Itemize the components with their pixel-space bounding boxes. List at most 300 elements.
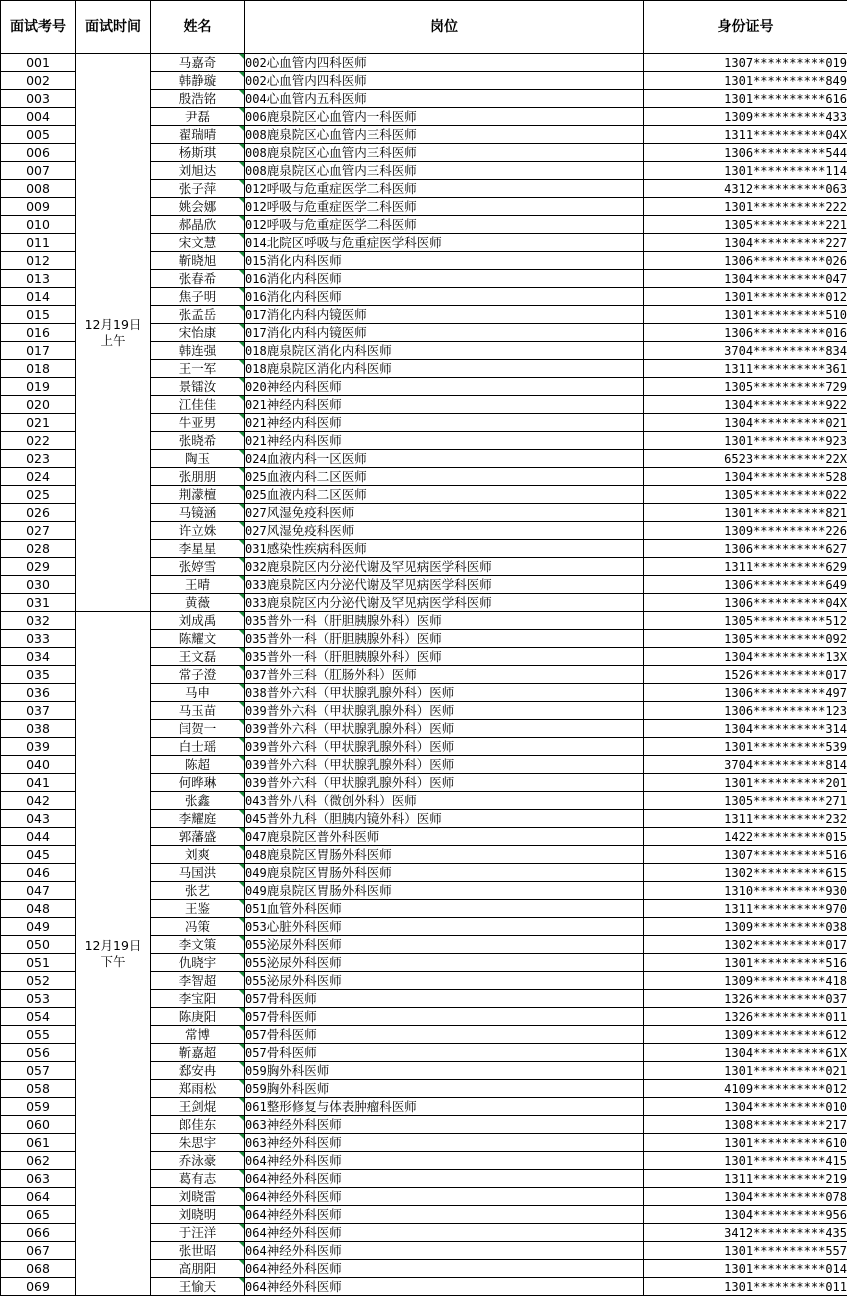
post-code: 051 bbox=[245, 901, 267, 916]
post-code: 024 bbox=[245, 451, 267, 466]
post-name: 心血管内四科医师 bbox=[266, 54, 367, 70]
post-code: 027 bbox=[245, 523, 267, 538]
post-cell bbox=[245, 378, 644, 396]
post-code: 063 bbox=[245, 1117, 267, 1132]
id-number-cell: 1311**********629 bbox=[644, 558, 847, 576]
exam-code-cell: 062 bbox=[1, 1152, 76, 1170]
post-cell bbox=[245, 396, 644, 414]
name-cell: 宋文慧 bbox=[151, 234, 245, 252]
exam-code-cell: 002 bbox=[1, 72, 76, 90]
post-cell bbox=[245, 792, 644, 810]
name-cell: 张婷雪 bbox=[151, 558, 245, 576]
post-cell bbox=[245, 594, 644, 612]
post-cell bbox=[245, 288, 644, 306]
exam-code-cell: 038 bbox=[1, 720, 76, 738]
exam-code-cell: 025 bbox=[1, 486, 76, 504]
post-cell bbox=[245, 900, 644, 918]
header-id-number: 身份证号 bbox=[644, 1, 847, 54]
exam-code-cell: 063 bbox=[1, 1170, 76, 1188]
exam-code-cell: 036 bbox=[1, 684, 76, 702]
post-name: 风湿免疫科医师 bbox=[266, 504, 355, 520]
id-number-cell: 1309**********433 bbox=[644, 108, 847, 126]
exam-code-cell: 009 bbox=[1, 198, 76, 216]
post-code: 004 bbox=[245, 91, 267, 106]
post-cell bbox=[245, 864, 644, 882]
exam-code-cell: 037 bbox=[1, 702, 76, 720]
post-cell bbox=[245, 1008, 644, 1026]
name-cell: 王鉴 bbox=[151, 900, 245, 918]
post-name: 血液内科一区医师 bbox=[266, 450, 367, 466]
name-cell: 姚会娜 bbox=[151, 198, 245, 216]
post-code: 021 bbox=[245, 397, 267, 412]
id-number-cell: 1308**********217 bbox=[644, 1116, 847, 1134]
post-cell bbox=[245, 666, 644, 684]
id-number-cell: 1304**********922 bbox=[644, 396, 847, 414]
id-number-cell: 1301**********415 bbox=[644, 1152, 847, 1170]
name-cell: 郄安冉 bbox=[151, 1062, 245, 1080]
post-code: 025 bbox=[245, 487, 267, 502]
name-cell: 李文策 bbox=[151, 936, 245, 954]
id-number-cell: 1306**********026 bbox=[644, 252, 847, 270]
post-code: 016 bbox=[245, 289, 267, 304]
exam-code-cell: 066 bbox=[1, 1224, 76, 1242]
post-name: 神经内科医师 bbox=[266, 432, 342, 448]
post-name: 血管外科医师 bbox=[266, 900, 342, 916]
post-name: 普外六科（甲状腺乳腺外科）医师 bbox=[266, 774, 455, 790]
name-cell: 郝晶欣 bbox=[151, 216, 245, 234]
post-cell bbox=[245, 414, 644, 432]
post-name: 神经外科医师 bbox=[266, 1188, 342, 1204]
post-cell bbox=[245, 774, 644, 792]
post-name: 普外六科（甲状腺乳腺外科）医师 bbox=[266, 702, 455, 718]
exam-code-cell: 011 bbox=[1, 234, 76, 252]
post-name: 胸外科医师 bbox=[266, 1080, 330, 1096]
post-cell bbox=[245, 540, 644, 558]
post-cell bbox=[245, 558, 644, 576]
name-cell: 刘旭达 bbox=[151, 162, 245, 180]
name-cell: 王一军 bbox=[151, 360, 245, 378]
exam-code-cell: 021 bbox=[1, 414, 76, 432]
post-cell bbox=[245, 954, 644, 972]
post-cell bbox=[245, 1278, 644, 1296]
post-code: 039 bbox=[245, 739, 267, 754]
post-name: 普外一科（肝胆胰腺外科）医师 bbox=[266, 648, 442, 664]
post-code: 055 bbox=[245, 937, 267, 952]
exam-code-cell: 064 bbox=[1, 1188, 76, 1206]
name-cell: 景镭汝 bbox=[151, 378, 245, 396]
table-row bbox=[1, 54, 847, 72]
post-cell bbox=[245, 1170, 644, 1188]
id-number-cell: 1306**********016 bbox=[644, 324, 847, 342]
name-cell: 马镜涵 bbox=[151, 504, 245, 522]
post-cell bbox=[245, 1206, 644, 1224]
name-cell: 靳嘉超 bbox=[151, 1044, 245, 1062]
header-interview-time: 面试时间 bbox=[76, 1, 151, 54]
exam-code-cell: 041 bbox=[1, 774, 76, 792]
post-name: 神经外科医师 bbox=[266, 1134, 342, 1150]
id-number-cell: 1305**********512 bbox=[644, 612, 847, 630]
post-cell bbox=[245, 1026, 644, 1044]
post-name: 整形修复与体表肿瘤科医师 bbox=[266, 1098, 417, 1114]
post-code: 049 bbox=[245, 883, 267, 898]
exam-code-cell: 044 bbox=[1, 828, 76, 846]
post-code: 064 bbox=[245, 1153, 267, 1168]
post-name: 骨科医师 bbox=[266, 990, 317, 1006]
id-number-cell: 1305**********729 bbox=[644, 378, 847, 396]
post-cell bbox=[245, 720, 644, 738]
post-code: 021 bbox=[245, 433, 267, 448]
post-code: 012 bbox=[245, 181, 267, 196]
post-name: 骨科医师 bbox=[266, 1008, 317, 1024]
name-cell: 常子澄 bbox=[151, 666, 245, 684]
post-code: 048 bbox=[245, 847, 267, 862]
id-number-cell: 1305**********271 bbox=[644, 792, 847, 810]
exam-code-cell: 032 bbox=[1, 612, 76, 630]
post-code: 039 bbox=[245, 703, 267, 718]
exam-code-cell: 029 bbox=[1, 558, 76, 576]
interview-date: 12月19日 bbox=[84, 316, 142, 332]
post-code: 002 bbox=[245, 73, 267, 88]
post-cell bbox=[245, 108, 644, 126]
post-cell bbox=[245, 882, 644, 900]
exam-code-cell: 015 bbox=[1, 306, 76, 324]
post-cell bbox=[245, 684, 644, 702]
post-name: 心脏外科医师 bbox=[266, 918, 342, 934]
id-number-cell: 1307**********516 bbox=[644, 846, 847, 864]
post-cell bbox=[245, 180, 644, 198]
interview-time-cell bbox=[76, 612, 151, 1296]
id-number-cell: 1311**********232 bbox=[644, 810, 847, 828]
post-cell bbox=[245, 450, 644, 468]
post-cell bbox=[245, 630, 644, 648]
post-name: 鹿泉院区内分泌代谢及罕见病医学科医师 bbox=[266, 594, 492, 610]
exam-code-cell: 004 bbox=[1, 108, 76, 126]
post-name: 普外六科（甲状腺乳腺外科）医师 bbox=[266, 756, 455, 772]
table-body bbox=[1, 54, 847, 1296]
name-cell: 马玉苗 bbox=[151, 702, 245, 720]
post-cell bbox=[245, 612, 644, 630]
post-code: 006 bbox=[245, 109, 267, 124]
name-cell: 仇晓宇 bbox=[151, 954, 245, 972]
post-cell bbox=[245, 846, 644, 864]
name-cell: 焦子明 bbox=[151, 288, 245, 306]
exam-code-cell: 043 bbox=[1, 810, 76, 828]
post-name: 泌尿外科医师 bbox=[266, 954, 342, 970]
exam-code-cell: 068 bbox=[1, 1260, 76, 1278]
post-cell bbox=[245, 990, 644, 1008]
post-code: 008 bbox=[245, 145, 267, 160]
post-code: 014 bbox=[245, 235, 267, 250]
post-code: 016 bbox=[245, 271, 267, 286]
name-cell: 马嘉奇 bbox=[151, 54, 245, 72]
exam-code-cell: 058 bbox=[1, 1080, 76, 1098]
post-name: 普外六科（甲状腺乳腺外科）医师 bbox=[266, 720, 455, 736]
post-name: 呼吸与危重症医学二科医师 bbox=[266, 216, 417, 232]
exam-code-cell: 033 bbox=[1, 630, 76, 648]
id-number-cell: 1304**********13X bbox=[644, 648, 847, 666]
post-name: 普外六科（甲状腺乳腺外科）医师 bbox=[266, 738, 455, 754]
exam-code-cell: 014 bbox=[1, 288, 76, 306]
exam-code-cell: 054 bbox=[1, 1008, 76, 1026]
post-name: 神经外科医师 bbox=[266, 1206, 342, 1222]
id-number-cell: 1304**********528 bbox=[644, 468, 847, 486]
post-code: 053 bbox=[245, 919, 267, 934]
post-name: 骨科医师 bbox=[266, 1044, 317, 1060]
id-number-cell: 1309**********038 bbox=[644, 918, 847, 936]
exam-code-cell: 019 bbox=[1, 378, 76, 396]
id-number-cell: 1304**********227 bbox=[644, 234, 847, 252]
id-number-cell: 1301**********610 bbox=[644, 1134, 847, 1152]
name-cell: 乔泳豪 bbox=[151, 1152, 245, 1170]
interview-time-cell bbox=[76, 54, 151, 612]
post-name: 神经外科医师 bbox=[266, 1278, 342, 1294]
exam-code-cell: 059 bbox=[1, 1098, 76, 1116]
name-cell: 宋怡康 bbox=[151, 324, 245, 342]
id-number-cell: 1304**********047 bbox=[644, 270, 847, 288]
post-code: 039 bbox=[245, 757, 267, 772]
header-post: 岗位 bbox=[245, 1, 644, 54]
name-cell: 殷浩铭 bbox=[151, 90, 245, 108]
post-cell bbox=[245, 1098, 644, 1116]
id-number-cell: 1326**********011 bbox=[644, 1008, 847, 1026]
post-cell bbox=[245, 360, 644, 378]
name-cell: 尹磊 bbox=[151, 108, 245, 126]
name-cell: 冯策 bbox=[151, 918, 245, 936]
post-name: 泌尿外科医师 bbox=[266, 936, 342, 952]
post-name: 神经外科医师 bbox=[266, 1224, 342, 1240]
name-cell: 荆濛檀 bbox=[151, 486, 245, 504]
name-cell: 郎佳东 bbox=[151, 1116, 245, 1134]
name-cell: 牛亚男 bbox=[151, 414, 245, 432]
post-code: 064 bbox=[245, 1207, 267, 1222]
id-number-cell: 1422**********015 bbox=[644, 828, 847, 846]
id-number-cell: 1301**********012 bbox=[644, 288, 847, 306]
exam-code-cell: 016 bbox=[1, 324, 76, 342]
exam-code-cell: 031 bbox=[1, 594, 76, 612]
post-cell bbox=[245, 828, 644, 846]
id-number-cell: 1526**********017 bbox=[644, 666, 847, 684]
exam-code-cell: 040 bbox=[1, 756, 76, 774]
id-number-cell: 1309**********612 bbox=[644, 1026, 847, 1044]
exam-code-cell: 056 bbox=[1, 1044, 76, 1062]
post-code: 047 bbox=[245, 829, 267, 844]
post-code: 064 bbox=[245, 1279, 267, 1294]
post-name: 普外九科（胆胰内镜外科）医师 bbox=[266, 810, 442, 826]
interview-period: 上午 bbox=[100, 332, 126, 348]
post-name: 神经外科医师 bbox=[266, 1170, 342, 1186]
exam-code-cell: 007 bbox=[1, 162, 76, 180]
exam-code-cell: 024 bbox=[1, 468, 76, 486]
post-name: 鹿泉院区消化内科医师 bbox=[266, 360, 392, 376]
post-cell bbox=[245, 270, 644, 288]
exam-code-cell: 001 bbox=[1, 54, 76, 72]
name-cell: 黄薇 bbox=[151, 594, 245, 612]
name-cell: 李耀庭 bbox=[151, 810, 245, 828]
post-code: 008 bbox=[245, 163, 267, 178]
name-cell: 郭藩盛 bbox=[151, 828, 245, 846]
post-code: 057 bbox=[245, 1009, 267, 1024]
id-number-cell: 1306**********497 bbox=[644, 684, 847, 702]
id-number-cell: 1304**********010 bbox=[644, 1098, 847, 1116]
id-number-cell: 1309**********226 bbox=[644, 522, 847, 540]
post-cell bbox=[245, 972, 644, 990]
id-number-cell: 1301**********821 bbox=[644, 504, 847, 522]
exam-code-cell: 023 bbox=[1, 450, 76, 468]
post-code: 012 bbox=[245, 217, 267, 232]
post-code: 055 bbox=[245, 973, 267, 988]
post-code: 059 bbox=[245, 1063, 267, 1078]
exam-code-cell: 018 bbox=[1, 360, 76, 378]
name-cell: 张世昭 bbox=[151, 1242, 245, 1260]
id-number-cell: 1306**********544 bbox=[644, 144, 847, 162]
post-cell bbox=[245, 486, 644, 504]
post-cell bbox=[245, 756, 644, 774]
exam-code-cell: 046 bbox=[1, 864, 76, 882]
id-number-cell: 1301**********923 bbox=[644, 432, 847, 450]
id-number-cell: 1306**********649 bbox=[644, 576, 847, 594]
post-cell bbox=[245, 1080, 644, 1098]
name-cell: 张春希 bbox=[151, 270, 245, 288]
exam-code-cell: 026 bbox=[1, 504, 76, 522]
post-name: 风湿免疫科医师 bbox=[266, 522, 355, 538]
id-number-cell: 1301**********557 bbox=[644, 1242, 847, 1260]
post-name: 鹿泉院区心血管内一科医师 bbox=[266, 108, 417, 124]
post-name: 骨科医师 bbox=[266, 1026, 317, 1042]
name-cell: 王晴 bbox=[151, 576, 245, 594]
post-name: 鹿泉院区内分泌代谢及罕见病医学科医师 bbox=[266, 558, 492, 574]
post-name: 神经内科医师 bbox=[266, 414, 342, 430]
name-cell: 郑雨松 bbox=[151, 1080, 245, 1098]
post-cell bbox=[245, 702, 644, 720]
name-cell: 张朋朋 bbox=[151, 468, 245, 486]
post-name: 普外八科（微创外科）医师 bbox=[266, 792, 417, 808]
post-name: 普外三科（肛肠外科）医师 bbox=[266, 666, 417, 682]
id-number-cell: 1311**********219 bbox=[644, 1170, 847, 1188]
name-cell: 王剑焜 bbox=[151, 1098, 245, 1116]
post-cell bbox=[245, 738, 644, 756]
post-code: 021 bbox=[245, 415, 267, 430]
post-name: 神经外科医师 bbox=[266, 1116, 342, 1132]
exam-code-cell: 055 bbox=[1, 1026, 76, 1044]
post-cell bbox=[245, 432, 644, 450]
exam-code-cell: 027 bbox=[1, 522, 76, 540]
post-cell bbox=[245, 1224, 644, 1242]
exam-code-cell: 067 bbox=[1, 1242, 76, 1260]
id-number-cell: 1305**********221 bbox=[644, 216, 847, 234]
post-code: 061 bbox=[245, 1099, 267, 1114]
post-name: 神经外科医师 bbox=[266, 1152, 342, 1168]
name-cell: 张艺 bbox=[151, 882, 245, 900]
id-number-cell: 1301**********539 bbox=[644, 738, 847, 756]
post-cell bbox=[245, 1260, 644, 1278]
post-code: 035 bbox=[245, 613, 267, 628]
name-cell: 李智超 bbox=[151, 972, 245, 990]
post-code: 039 bbox=[245, 721, 267, 736]
post-cell bbox=[245, 90, 644, 108]
post-cell bbox=[245, 648, 644, 666]
post-name: 泌尿外科医师 bbox=[266, 972, 342, 988]
exam-code-cell: 030 bbox=[1, 576, 76, 594]
post-code: 002 bbox=[245, 55, 267, 70]
post-cell bbox=[245, 216, 644, 234]
name-cell: 杨斯琪 bbox=[151, 144, 245, 162]
post-code: 020 bbox=[245, 379, 267, 394]
name-cell: 刘爽 bbox=[151, 846, 245, 864]
post-name: 感染性疾病科医师 bbox=[266, 540, 367, 556]
interview-date: 12月19日 bbox=[84, 937, 142, 953]
name-cell: 王文磊 bbox=[151, 648, 245, 666]
post-cell bbox=[245, 144, 644, 162]
header-row bbox=[1, 1, 847, 54]
post-code: 064 bbox=[245, 1243, 267, 1258]
exam-code-cell: 065 bbox=[1, 1206, 76, 1224]
name-cell: 张晓希 bbox=[151, 432, 245, 450]
post-cell bbox=[245, 1242, 644, 1260]
id-number-cell: 1311**********970 bbox=[644, 900, 847, 918]
exam-code-cell: 061 bbox=[1, 1134, 76, 1152]
exam-code-cell: 051 bbox=[1, 954, 76, 972]
post-name: 神经内科医师 bbox=[266, 378, 342, 394]
post-cell bbox=[245, 1044, 644, 1062]
post-code: 017 bbox=[245, 307, 267, 322]
post-code: 038 bbox=[245, 685, 267, 700]
post-name: 消化内科内镜医师 bbox=[266, 306, 367, 322]
header-name: 姓名 bbox=[151, 1, 245, 54]
id-number-cell: 1310**********930 bbox=[644, 882, 847, 900]
post-name: 消化内科医师 bbox=[266, 270, 342, 286]
post-cell bbox=[245, 504, 644, 522]
post-cell bbox=[245, 918, 644, 936]
name-cell: 陈耀文 bbox=[151, 630, 245, 648]
name-cell: 马国洪 bbox=[151, 864, 245, 882]
post-code: 027 bbox=[245, 505, 267, 520]
exam-code-cell: 034 bbox=[1, 648, 76, 666]
exam-code-cell: 028 bbox=[1, 540, 76, 558]
name-cell: 马申 bbox=[151, 684, 245, 702]
name-cell: 韩连强 bbox=[151, 342, 245, 360]
id-number-cell: 1326**********037 bbox=[644, 990, 847, 1008]
id-number-cell: 1311**********361 bbox=[644, 360, 847, 378]
name-cell: 靳晓旭 bbox=[151, 252, 245, 270]
post-cell bbox=[245, 234, 644, 252]
id-number-cell: 1309**********418 bbox=[644, 972, 847, 990]
name-cell: 张子萍 bbox=[151, 180, 245, 198]
post-code: 017 bbox=[245, 325, 267, 340]
name-cell: 陈超 bbox=[151, 756, 245, 774]
exam-code-cell: 020 bbox=[1, 396, 76, 414]
post-name: 普外六科（甲状腺乳腺外科）医师 bbox=[266, 684, 455, 700]
post-name: 鹿泉院区胃肠外科医师 bbox=[266, 882, 392, 898]
post-name: 鹿泉院区心血管内三科医师 bbox=[266, 126, 417, 142]
post-code: 043 bbox=[245, 793, 267, 808]
name-cell: 李星星 bbox=[151, 540, 245, 558]
name-cell: 葛有志 bbox=[151, 1170, 245, 1188]
exam-code-cell: 035 bbox=[1, 666, 76, 684]
name-cell: 李宝阳 bbox=[151, 990, 245, 1008]
post-code: 018 bbox=[245, 343, 267, 358]
id-number-cell: 1301**********222 bbox=[644, 198, 847, 216]
name-cell: 于汪洋 bbox=[151, 1224, 245, 1242]
id-number-cell: 1305**********022 bbox=[644, 486, 847, 504]
exam-code-cell: 069 bbox=[1, 1278, 76, 1296]
table-row bbox=[1, 612, 847, 630]
name-cell: 何晔琳 bbox=[151, 774, 245, 792]
post-cell bbox=[245, 936, 644, 954]
id-number-cell: 3704**********814 bbox=[644, 756, 847, 774]
exam-code-cell: 057 bbox=[1, 1062, 76, 1080]
post-code: 049 bbox=[245, 865, 267, 880]
exam-code-cell: 049 bbox=[1, 918, 76, 936]
